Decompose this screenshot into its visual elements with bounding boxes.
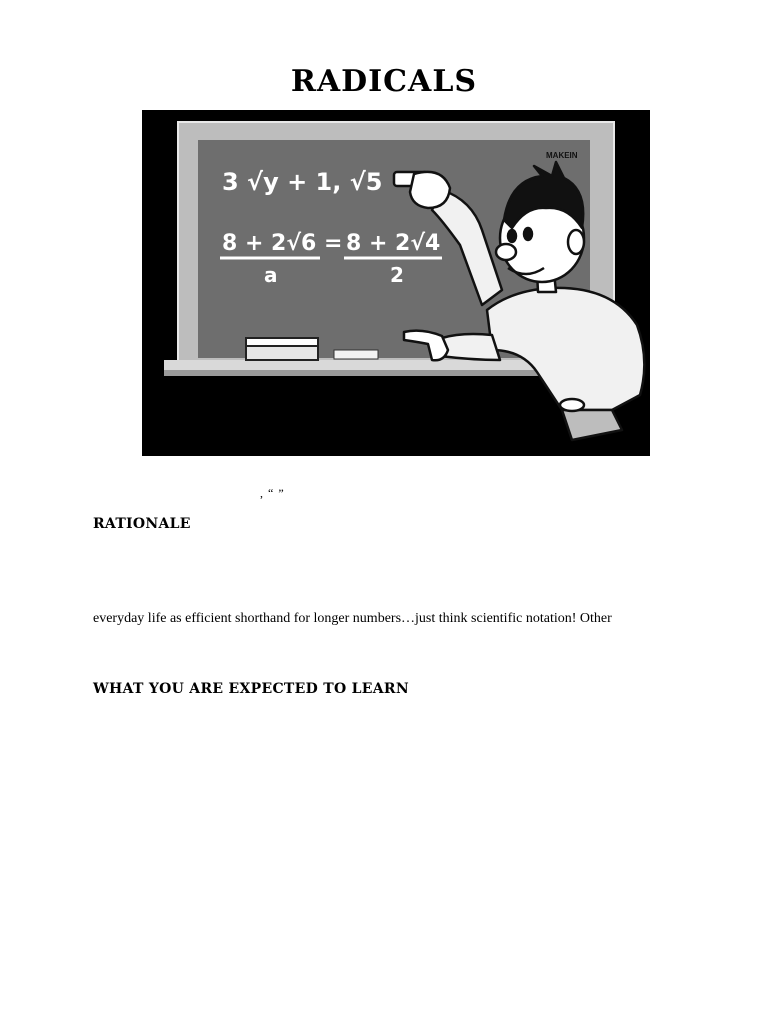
section-heading-expected-to-learn: WHAT YOU ARE EXPECTED TO LEARN bbox=[93, 681, 409, 697]
section-heading-rationale: RATIONALE bbox=[93, 516, 191, 532]
chalk-stick bbox=[334, 350, 378, 359]
fraction-1-denominator: a bbox=[264, 263, 278, 287]
fraction-2-numerator: 8 + 2√4 bbox=[346, 231, 441, 256]
body-text-line: everyday life as efficient shorthand for longer numbers…just think scientific notation! Other bbox=[93, 611, 612, 626]
board-equation-1: 3 √y + 1, √5 bbox=[222, 168, 383, 196]
board-corner-label: MAKEIN bbox=[546, 151, 578, 160]
fraction-1-numerator: 8 + 2√6 bbox=[222, 231, 317, 256]
page-title: RADICALS bbox=[290, 64, 478, 99]
equals-sign: = bbox=[324, 231, 343, 256]
quote-fragment: , “ ” bbox=[260, 486, 285, 500]
chalkboard-illustration bbox=[142, 110, 650, 456]
fraction-2-denominator: 2 bbox=[390, 263, 404, 287]
